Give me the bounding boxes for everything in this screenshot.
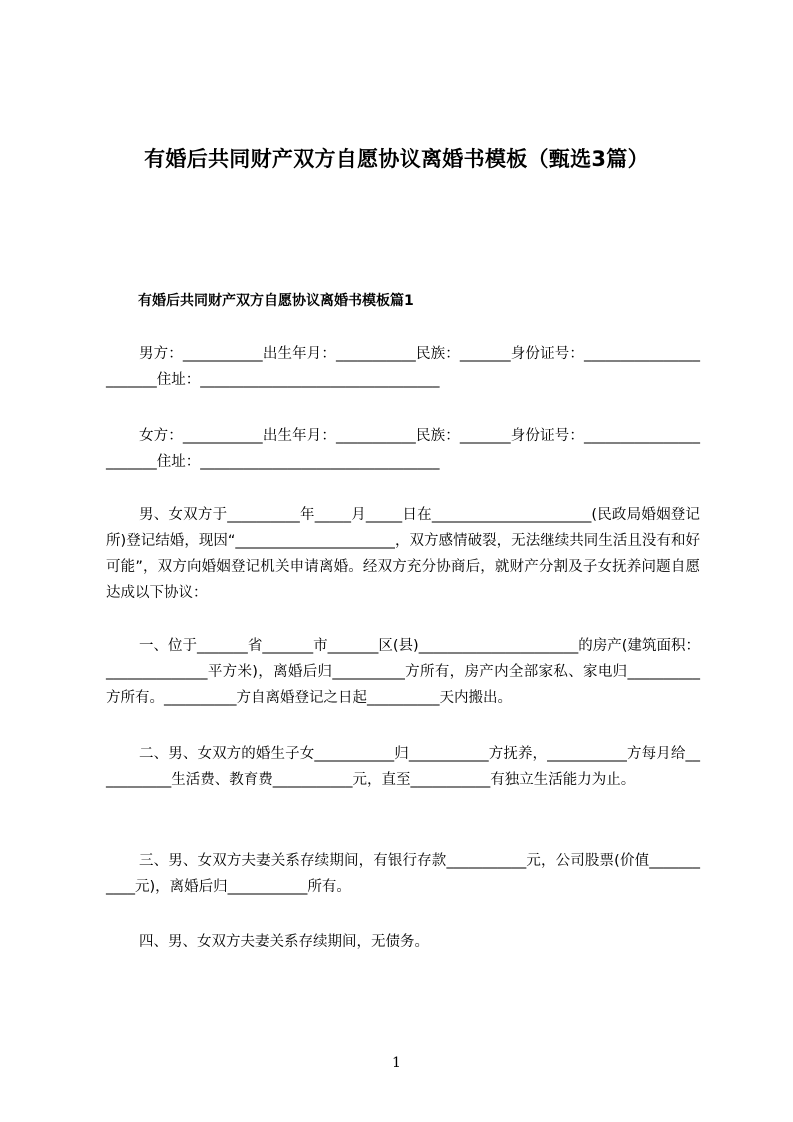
clause-3-savings: 三、男、女双方夫妻关系存续期间，有银行存款___________元，公司股票(价值___________元)，离婚后归___________所有。 — [106, 853, 700, 895]
male-info-paragraph: 男方：___________出生年月：___________民族：_______身份证号：_______________________住址：_________________________________ — [106, 346, 700, 388]
document-title: 有婚后共同财产双方自愿协议离婚书模板（甄选3篇） — [144, 147, 649, 171]
section-heading: 有婚后共同财产双方自愿协议离婚书模板篇1 — [138, 293, 414, 309]
female-info-paragraph: 女方：___________出生年月：___________民族：_______身份证号：_______________________住址：_________________________________ — [106, 428, 700, 470]
clause-1-property: 一、位于_______省_______市_______区(县)______________________的房产(建筑面积：______________平方米)，离婚后归__________方所有，房产内全部家私、家电归__________方所有。__________方自离婚登记之日起__________天内搬出。 — [106, 638, 700, 706]
clause-2-child-custody: 二、男、女双方的婚生子女___________归___________方抚养，___________方每月给___________生活费、教育费___________元，直至___________有独立生活能力为止。 — [106, 746, 700, 788]
clause-4-debts: 四、男、女双方夫妻关系存续期间，无债务。 — [139, 934, 429, 950]
intro-paragraph: 男、女双方于__________年_____月_____日在______________________(民政局婚姻登记所)登记结婚，现因“______________________，双方感情破裂，无法继续共同生活且没有和好可能”，双方向婚姻登记机关申请离婚。经双方充分协商后，就财产分割及子女抚养问题自愿达成以下协议： — [106, 507, 700, 601]
page-number: 1 — [392, 1055, 401, 1071]
